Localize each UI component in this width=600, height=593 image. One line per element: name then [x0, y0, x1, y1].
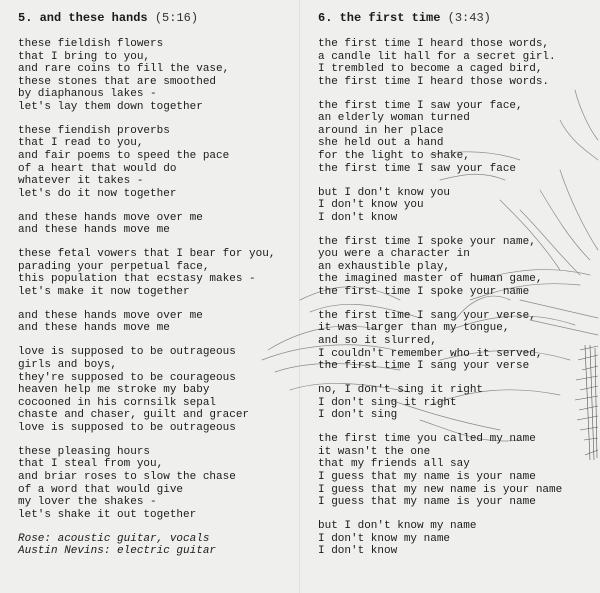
lyric-line: I trembled to become a caged bird,: [318, 63, 543, 76]
lyric-line: girls and boys,: [18, 358, 118, 371]
lyric-line: let's lay them down together: [18, 100, 203, 113]
lyric-line: these pleasing hours: [18, 445, 151, 458]
song-5-credits: [18, 533, 293, 558]
lyric-line: of a heart that would do: [18, 162, 177, 175]
stanza: [318, 310, 590, 373]
lyric-line: a candle lit hall for a secret girl.: [318, 50, 556, 63]
lyric-line: and fair poems to speed the pace: [18, 150, 230, 163]
lyric-line: around in her place: [318, 124, 444, 137]
lyric-line: these stones that are smoothed: [18, 75, 217, 88]
lyric-line: cocooned in his cornsilk sepal: [18, 396, 217, 409]
page-fold: [299, 0, 301, 593]
lyric-line: that I read to you,: [18, 137, 144, 150]
song-title: the first time: [339, 11, 441, 25]
lyric-line: love is supposed to be outrageous: [18, 346, 236, 359]
lyric-line: and these hands move me: [18, 224, 170, 237]
lyric-line: the first time I sang your verse: [318, 360, 530, 373]
lyric-line: the first time I spoke your name: [318, 285, 530, 298]
stanza: [18, 248, 293, 298]
stanza: [318, 187, 590, 225]
stanza: [18, 346, 293, 434]
lyric-line: love is supposed to be outrageous: [18, 421, 236, 434]
song-6-heading: [318, 11, 590, 25]
lyric-line: and briar roses to slow the chase: [18, 471, 236, 483]
lyric-line: the first time I heard those words,: [318, 38, 550, 50]
lyric-line: I don't sing: [318, 409, 398, 422]
lyric-line: the first time I heard those words.: [318, 75, 550, 88]
lyric-line: I don't sing it right: [318, 396, 457, 409]
stanza: [318, 38, 590, 88]
lyric-line: these fiendish proverbs: [18, 124, 170, 137]
lyric-line: and rare coins to fill the vase,: [18, 63, 230, 76]
credit-line: Austin Nevins: electric guitar: [18, 545, 217, 558]
stanza: [18, 212, 293, 237]
song-5-column: [18, 11, 293, 569]
lyric-line: chaste and chaser, guilt and gracer: [18, 409, 250, 422]
lyric-line: an exhaustible play,: [318, 260, 451, 273]
song-duration: (5:16): [154, 11, 199, 25]
lyric-line: this population that ecstasy makes -: [18, 273, 256, 286]
lyric-line: the imagined master of human game,: [318, 273, 543, 286]
credit-line: Rose: acoustic guitar, vocals: [18, 532, 210, 545]
stanza: [318, 236, 590, 299]
lyric-line: for the light to shake,: [318, 150, 470, 163]
lyric-line: I don't know my name: [318, 532, 451, 545]
lyric-line: my lover the shakes -: [18, 496, 157, 509]
stanza: [318, 433, 590, 509]
lyric-line: and these hands move me: [18, 322, 170, 335]
lyric-line: the first time I sang your verse,: [318, 309, 536, 322]
lyric-line: these fieldish flowers: [18, 38, 164, 50]
lyric-line: I don't know: [318, 545, 398, 558]
stanza: [318, 520, 590, 558]
lyric-line: the first time I saw your face,: [318, 99, 523, 112]
song-5-heading: [18, 11, 293, 25]
stanza: [18, 446, 293, 522]
lyric-line: I guess that my name is your name: [318, 471, 536, 483]
lyric-line: but I don't know you: [318, 186, 451, 199]
lyric-line: of a word that would give: [18, 483, 184, 496]
lyric-line: these fetal vowers that I bear for you,: [18, 248, 276, 261]
lyric-line: that I bring to you,: [18, 50, 151, 63]
lyric-line: an elderly woman turned: [318, 112, 470, 125]
lyric-line: I guess that my new name is your name: [318, 483, 563, 496]
lyric-line: let's do it now together: [18, 187, 177, 200]
song-6-lyrics: [318, 38, 590, 558]
lyric-line: by diaphanous lakes -: [18, 88, 157, 101]
lyric-line: whatever it takes -: [18, 175, 144, 188]
lyric-line: that I steal from you,: [18, 458, 164, 471]
lyric-line: I guess that my name is your name: [318, 496, 536, 509]
stanza: [18, 125, 293, 201]
lyric-line: heaven help me stroke my baby: [18, 384, 210, 397]
lyric-line: that my friends all say: [318, 458, 470, 471]
lyric-line: no, I don't sing it right: [318, 384, 484, 397]
lyric-line: I don't know: [318, 211, 398, 224]
lyric-line: I don't know you: [318, 199, 424, 212]
lyric-line: and these hands move over me: [18, 211, 203, 224]
stanza: [318, 384, 590, 422]
song-6-column: [318, 11, 590, 569]
lyric-line: the first time I saw your face: [318, 162, 517, 175]
lyric-line: it was larger than my tongue,: [318, 322, 510, 335]
lyric-line: the first time you called my name: [318, 433, 536, 446]
lyric-line: let's make it now together: [18, 285, 190, 298]
stanza: [18, 38, 293, 114]
lyric-line: they're supposed to be courageous: [18, 371, 236, 384]
lyric-line: and these hands move over me: [18, 309, 203, 322]
lyric-line: and so it slurred,: [318, 335, 437, 348]
song-duration: (3:43): [447, 11, 491, 25]
lyric-line: let's shake it out together: [18, 508, 197, 521]
lyric-line: the first time I spoke your name,: [318, 235, 536, 248]
song-number: 5.: [18, 11, 33, 25]
stanza: [18, 310, 293, 335]
lyric-line: but I don't know my name: [318, 520, 477, 533]
lyric-line: you were a character in: [318, 248, 470, 261]
lyric-line: I couldn't remember who it served,: [318, 347, 543, 360]
stanza: [318, 100, 590, 176]
lyric-line: parading your perpetual face,: [18, 260, 210, 273]
lyric-line: she held out a hand: [318, 137, 444, 150]
song-title: and these hands: [39, 11, 148, 25]
song-number: 6.: [318, 11, 333, 25]
song-5-lyrics: [18, 38, 293, 521]
lyric-line: it wasn't the one: [318, 445, 431, 458]
